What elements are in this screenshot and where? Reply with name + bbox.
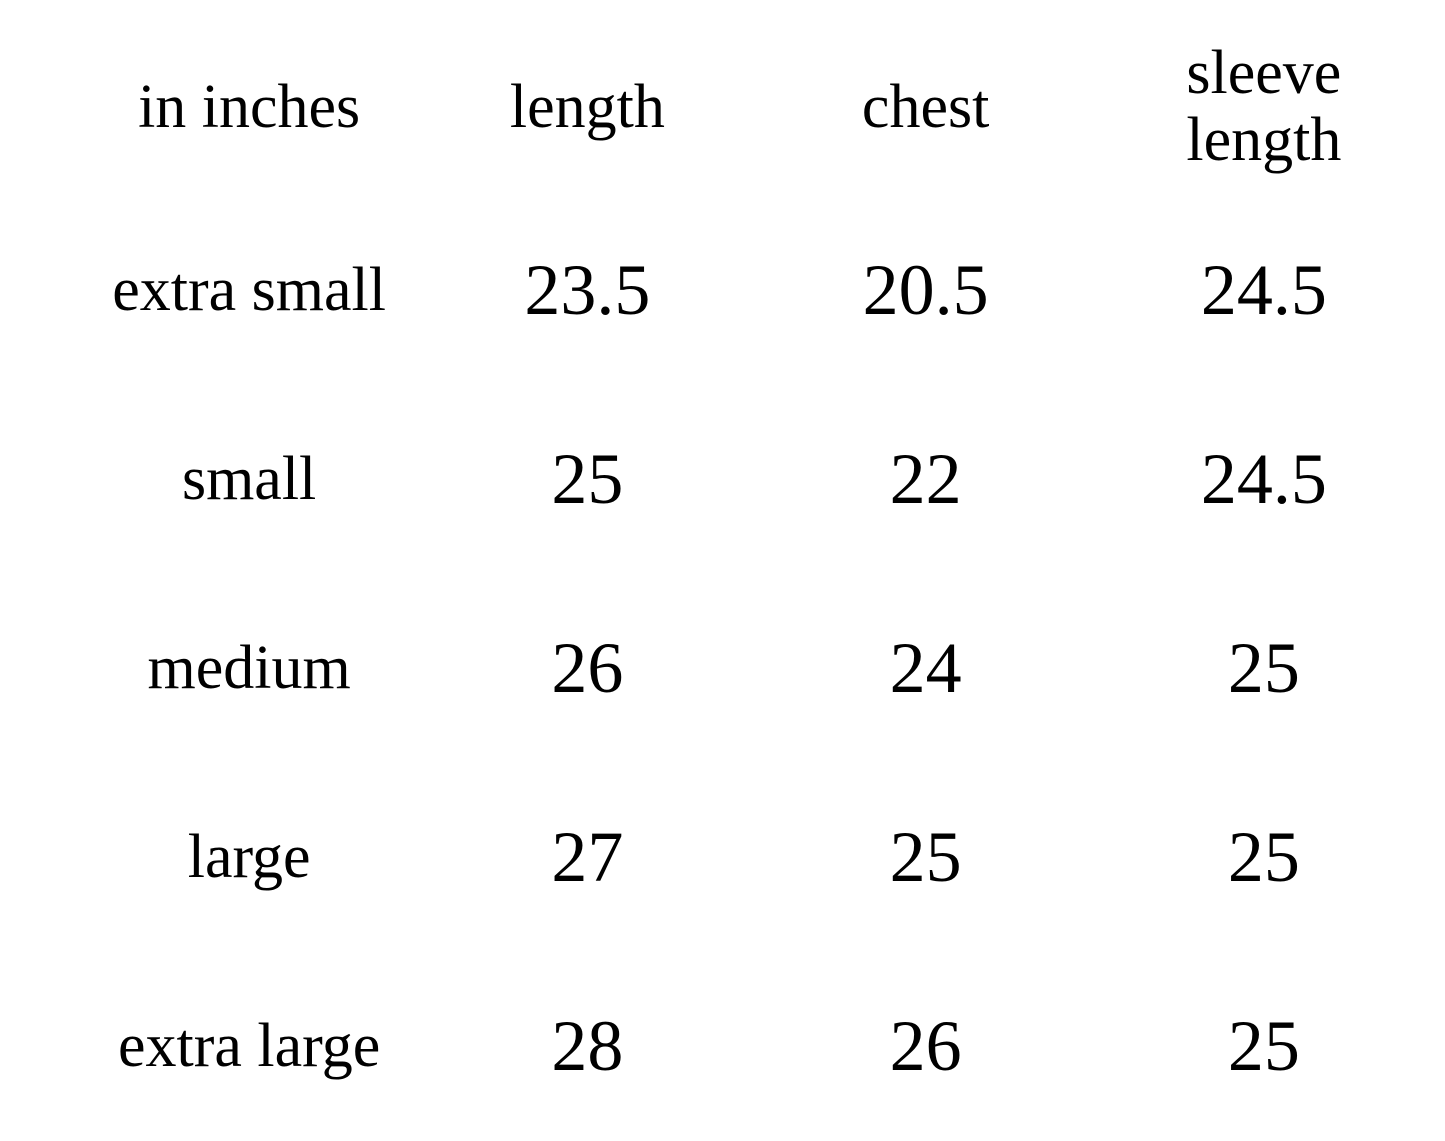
header-row (80, 0, 1433, 196)
length-value: 25 (551, 438, 624, 519)
length-value: 28 (551, 1005, 624, 1086)
table-row-large (80, 763, 1433, 952)
chest-value: 25 (889, 816, 962, 897)
unit-label: in inches (138, 72, 361, 141)
chest-value: 20.5 (862, 249, 989, 330)
size-label: large (187, 823, 311, 892)
table-row-extra-small (80, 196, 1433, 385)
chest-value: 22 (889, 438, 962, 519)
size-label: extra small (112, 256, 386, 325)
size-label: medium (147, 634, 351, 703)
length-value: 26 (551, 627, 624, 708)
sleeve-length-value: 25 (1227, 627, 1300, 708)
table-row-extra-large (80, 952, 1433, 1141)
chest-value: 26 (889, 1005, 962, 1086)
column-header-sleeve-length (1095, 40, 1433, 174)
chest-value: 24 (889, 627, 962, 708)
table-row-medium (80, 574, 1433, 763)
sleeve-length-label: sleeve length (1186, 39, 1342, 174)
column-header-length: length (509, 72, 665, 141)
column-header-chest: chest (861, 72, 990, 141)
sleeve-length-value: 25 (1227, 816, 1300, 897)
sleeve-length-value: 25 (1227, 1005, 1300, 1086)
length-value: 27 (551, 816, 624, 897)
size-label: extra large (118, 1012, 381, 1081)
length-value: 23.5 (524, 249, 651, 330)
table-row-small (80, 385, 1433, 574)
sleeve-length-value: 24.5 (1200, 438, 1327, 519)
size-label: small (181, 445, 317, 514)
sleeve-length-value: 24.5 (1200, 249, 1327, 330)
